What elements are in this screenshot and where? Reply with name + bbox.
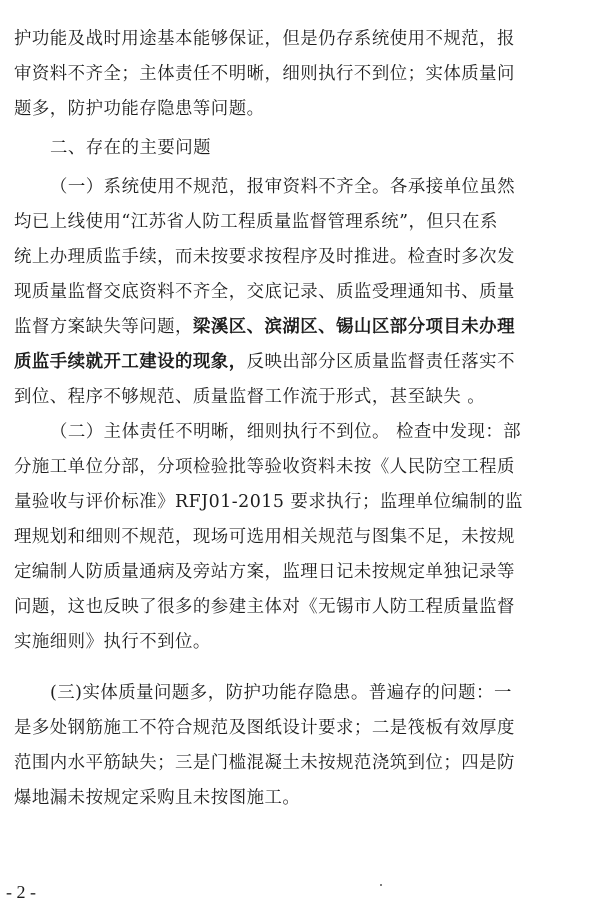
text-line: 是多处钢筋施工不符合规范及图纸设计要求；二是筏板有效厚度 [14,718,515,738]
text-line: （一）系统使用不规范，报审资料不齐全。各承接单位虽然 [50,177,516,197]
text-line: 问题，这也反映了很多的参建主体对《无锡市人防工程质量监督 [14,597,515,617]
text-line: （二）主体责任不明晰，细则执行不到位。 检查中发现：部 [50,422,522,442]
scan-speck [380,884,382,886]
page-number: - 2 - [6,882,36,902]
bold-highlight: 梁溪区、滨湖区、锡山区部分项目未办理 [192,317,515,337]
bold-highlight: 质监手续就开工建设的现象， [14,352,247,372]
text-line: 监督方案缺失等问题，梁溪区、滨湖区、锡山区部分项目未办理 [14,317,515,337]
text-line: 统上办理质监手续，而未按要求按程序及时推进。检查时多次发 [14,247,515,267]
paragraph-quality [14,676,586,816]
text-line: 范围内水平筋缺失；三是门槛混凝土未按规范浇筑到位；四是防 [14,753,515,773]
text-line: (三)实体质量问题多，防护功能存隐患。普遍存的问题：一 [50,683,512,703]
text-line: 分施工单位分部，分项检验批等验收资料未按《人民防空工程质 [14,457,515,477]
text-line: 爆地漏未按规定采购且未按图施工。 [14,788,301,808]
text-line: 质监手续就开工建设的现象，反映出部分区质量监督责任落实不 [14,352,515,372]
paragraph-system-usage [14,170,586,415]
text-line: 实施细则》执行不到位。 [14,632,211,652]
text-line: 量验收与评价标准》RFJ01-2015 要求执行；监理单位编制的监 [14,492,524,512]
text-line: 现质量监督交底资料不齐全，交底记录、质监受理通知书、质量 [14,282,515,302]
paragraph-responsibility [14,415,586,660]
text-line: 均已上线使用“江苏省人防工程质量监督管理系统”，但只在系 [14,212,498,232]
text-line: 审资料不齐全；主体责任不明晰，细则执行不到位；实体质量问 [14,64,515,84]
text-line: 到位、程序不够规范、质量监督工作流于形式，甚至缺失 。 [14,387,486,407]
paragraph-intro [14,22,586,127]
text-line: 护功能及战时用途基本能够保证，但是仍存系统使用不规范，报 [14,29,515,49]
text-line: 定编制人防质量通病及旁站方案，监理日记未按规定单独记录等 [14,562,515,582]
text-line: 题多，防护功能存隐患等问题。 [14,99,265,119]
text-line: 理规划和细则不规范，现场可选用相关规范与图集不足，未按规 [14,527,515,547]
section-heading: 二、存在的主要问题 [50,138,212,158]
